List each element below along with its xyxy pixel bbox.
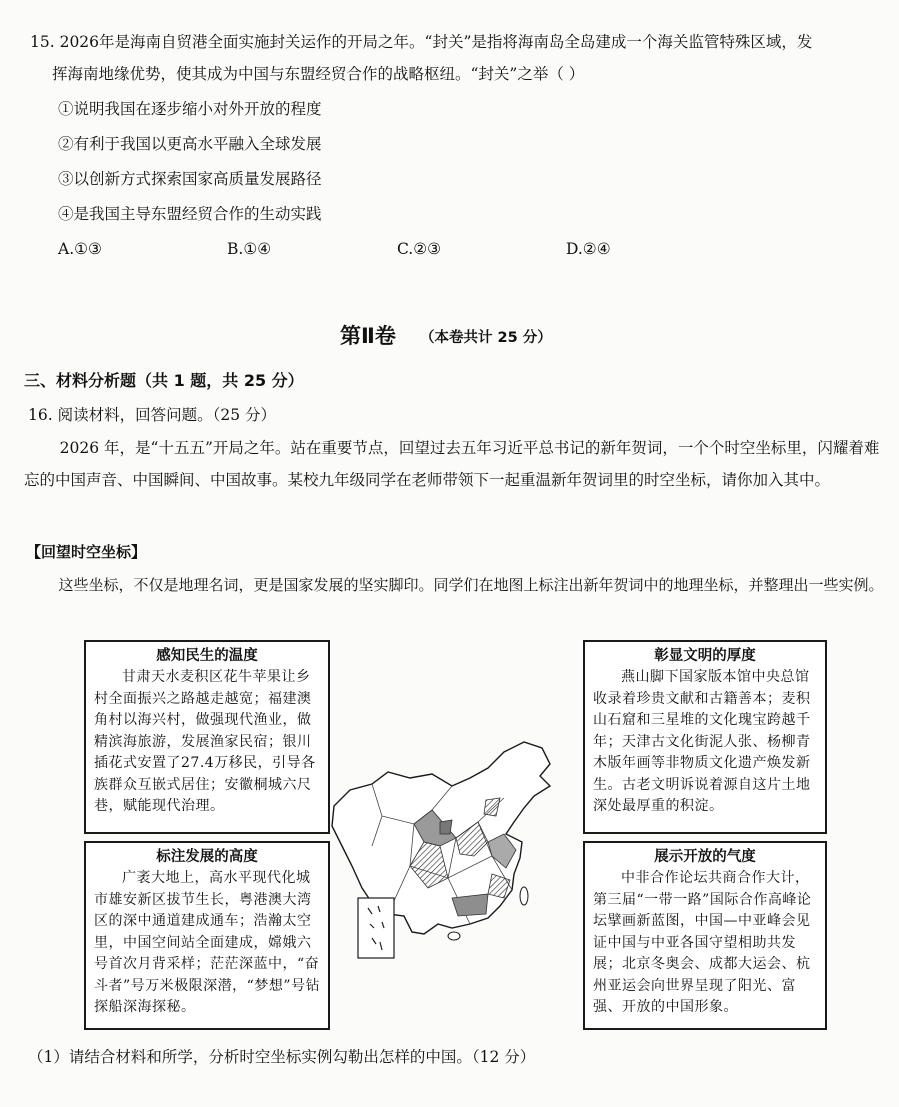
volume-title: 第Ⅱ卷 [340, 324, 396, 348]
box-civilization [583, 640, 827, 834]
box-openness-title: 展示开放的气度 [654, 849, 756, 865]
box-livelihood-title: 感知民生的温度 [156, 648, 258, 664]
box-development-body: 广袤大地上，高水平现代化城市雄安新区拔节生长，粤港澳大湾区的深中通道建成通车；浩瀚太空里，中国空间站全面建成，嫦娥六号首次月背采样；茫茫深蓝中，“奋斗者”号万米极限深潜，“梦想”号钻探船深海探秘。 [94, 870, 320, 1015]
q15-option-4: ④是我国主导东盟经贸合作的生动实践 [58, 205, 322, 223]
q16-subheading: 【回望时空坐标】 [26, 543, 147, 561]
section-heading: 三、材料分析题（共 1 题，共 25 分） [24, 371, 304, 390]
q15-choice-c: C.②③ [397, 240, 442, 258]
box-openness [583, 841, 827, 1030]
q15-stem-line1: 15. 2026年是海南自贸港全面实施封关运作的开局之年。“封关”是指将海南岛全岛建成一个海关监管特殊区域，发 [30, 33, 813, 51]
box-livelihood [84, 640, 330, 834]
china-map [328, 738, 564, 970]
hainan [448, 932, 460, 940]
q15-option-1: ①说明我国在逐步缩小对外开放的程度 [58, 100, 322, 118]
volume-note: （本卷共计 25 分） [420, 330, 552, 346]
q15-choice-d: D.②④ [566, 240, 611, 258]
south-sea-inset [358, 898, 394, 958]
box-development-title: 标注发展的高度 [156, 849, 258, 865]
q15-choice-b: B.①④ [227, 240, 272, 258]
region-guangdong [452, 894, 488, 916]
box-civilization-title: 彰显文明的厚度 [654, 648, 756, 664]
taiwan [520, 887, 528, 905]
q15-stem-line2: 挥海南地缘优势，使其成为中国与东盟经贸合作的战略枢纽。“封关”之举（ ） [52, 65, 585, 83]
q16-intro: 2026 年，是“十五五”开局之年。站在重要节点，回望过去五年习近平总书记的新年贺词，一个个时空坐标里，闪耀着难忘的中国声音、中国瞬间、中国故事。某校九年级同学在老师带领下一起重温新年贺词里的时空坐标，请你加入其中。 [24, 439, 880, 489]
q16-stem: 16. 阅读材料，回答问题。（25 分） [28, 406, 276, 424]
q16-sub-intro: 这些坐标，不仅是地理名词，更是国家发展的坚实脚印。同学们在地图上标注出新年贺词中的地理坐标，并整理出一些实例。 [58, 576, 884, 594]
box-development [84, 841, 330, 1030]
box-openness-body: 中非合作论坛共商合作大计，第三届“一带一路”国际合作高峰论坛擘画新蓝图，中国—中亚峰会见证中国与中亚各国守望相助共发展；北京冬奥会、成都大运会、杭州亚运会向世界呈现了阳光、富强、开放的中国形象。 [593, 870, 812, 1015]
region-ningxia [440, 820, 452, 834]
q15-choice-a: A.①③ [58, 240, 102, 258]
q15-option-2: ②有利于我国以更高水平融入全球发展 [58, 135, 322, 153]
q15-option-3: ③以创新方式探索国家高质量发展路径 [58, 170, 322, 188]
box-livelihood-body: 甘肃天水麦积区花牛苹果让乡村全面振兴之路越走越宽；福建澳角村以海兴村，做强现代渔业，做精滨海旅游，发展渔家民宿；银川插花式安置了27.4万移民，引导各族群众互嵌式居住；安徽桐城六尺巷，赋能现代治理。 [94, 669, 316, 814]
q16-question-1: （1）请结合材料和所学，分析时空坐标实例勾勒出怎样的中国。（12 分） [28, 1048, 536, 1066]
box-civilization-body: 燕山脚下国家版本馆中央总馆收录着珍贵文献和古籍善本；麦积山石窟和三星堆的文化瑰宝跨越千年；天津古文化街泥人张、杨柳青木版年画等非物质文化遗产焕发新生。古老文明诉说着源自这片土地深处最厚重的积淀。 [593, 669, 811, 814]
